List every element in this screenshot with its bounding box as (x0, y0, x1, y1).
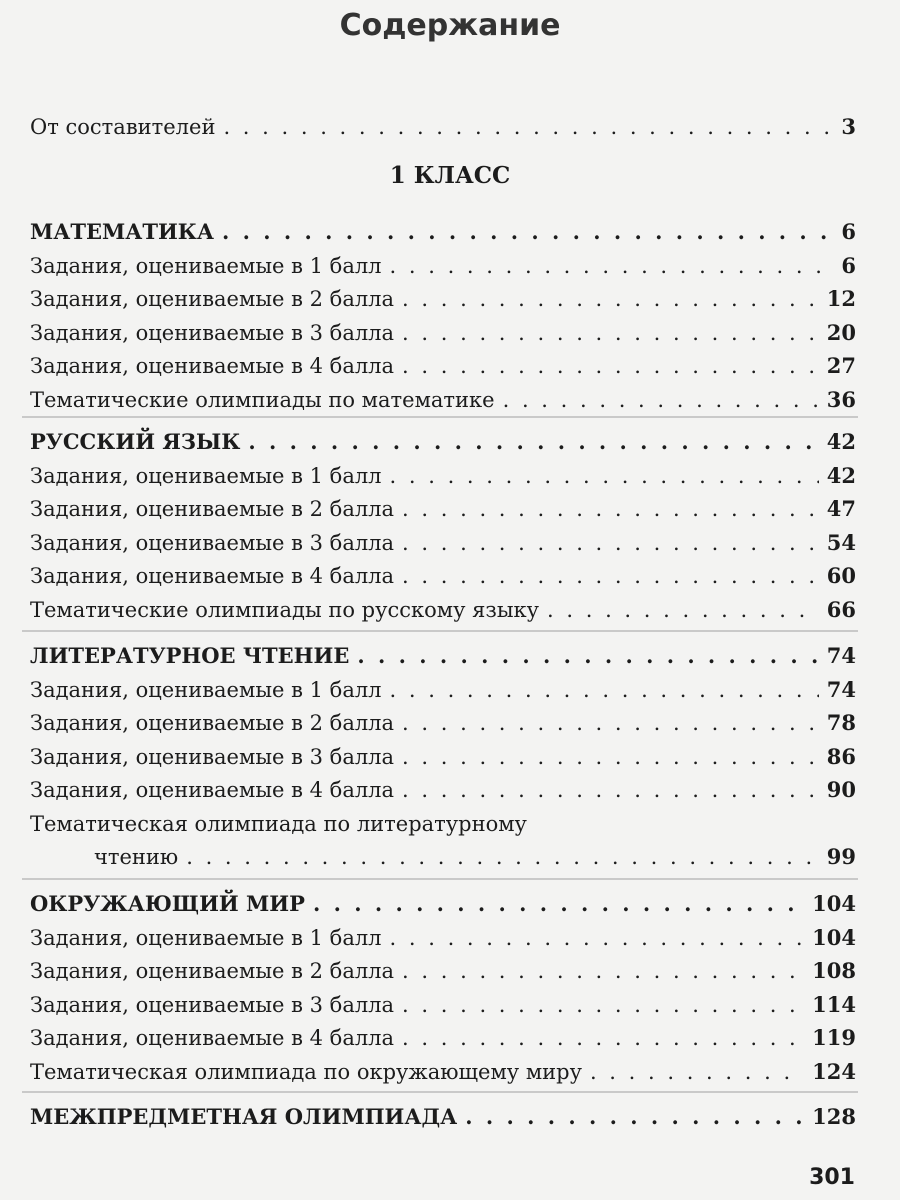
dot-leader (222, 216, 833, 248)
toc-entry-label: Задания, оцениваемые в 3 балла (30, 744, 395, 769)
toc-entry-page: 54 (826, 529, 856, 555)
toc-entry[interactable] (30, 250, 856, 282)
toc-entry-label: МЕЖПРЕДМЕТНАЯ ОЛИМПИАДА (30, 1104, 458, 1129)
toc-entry-label: Задания, оцениваемые в 2 балла (30, 497, 395, 521)
dot-leader (390, 922, 805, 954)
toc-entry[interactable] (30, 317, 856, 349)
dot-leader (402, 317, 819, 349)
toc-entry[interactable] (30, 594, 856, 626)
dot-leader (402, 527, 819, 559)
page-number: 301 (809, 1165, 855, 1190)
toc-entry-page: 119 (812, 1025, 856, 1050)
toc-entry-label: Задания, оцениваемые в 1 балл (30, 925, 382, 950)
dot-leader (402, 493, 819, 525)
toc-entry-page: 36 (826, 386, 856, 412)
toc-entry-intro[interactable] (30, 111, 856, 143)
toc-entry-label: РУССКИЙ ЯЗЫК (30, 429, 241, 454)
toc-entry-label: Задания, оцениваемые в 3 балла (30, 320, 395, 345)
toc-entry[interactable] (30, 350, 856, 382)
toc-entry-label: От составителей (30, 115, 216, 139)
toc-entry-page: 124 (812, 1058, 856, 1084)
dot-leader (390, 674, 819, 706)
toc-entry-label: Задания, оцениваемые в 2 балла (30, 287, 395, 311)
toc-entry-label: Задания, оцениваемые в 4 балла (30, 564, 395, 588)
dot-leader (186, 841, 819, 873)
dot-leader (390, 460, 819, 492)
toc-entry-label: Тематические олимпиады по русскому языку (30, 597, 540, 622)
toc-entry-label: МАТЕМАТИКА (30, 219, 215, 244)
toc-entry-label: Задания, оцениваемые в 4 балла (30, 354, 395, 378)
toc-entry-label: чтению (94, 845, 179, 869)
toc-entry[interactable] (30, 283, 856, 315)
dot-leader (357, 640, 818, 672)
section-divider (22, 630, 858, 632)
dot-leader (402, 774, 819, 806)
section-divider (22, 1091, 858, 1093)
toc-entry-page: 86 (826, 743, 856, 769)
toc-entry[interactable] (30, 922, 856, 954)
toc-entry-page: 99 (826, 844, 856, 869)
dot-leader (547, 594, 819, 626)
toc-section-heading[interactable] (30, 216, 856, 248)
dot-leader (590, 1056, 804, 1088)
toc-entry-page: 6 (841, 252, 856, 278)
toc-entry[interactable] (30, 707, 856, 739)
dot-leader (402, 283, 819, 315)
toc-entry-page: 104 (812, 891, 856, 916)
toc-section-heading[interactable] (30, 640, 856, 672)
toc-entry-page: 74 (826, 643, 856, 668)
toc-entry-page: 60 (826, 563, 856, 588)
toc-entry[interactable] (30, 741, 856, 773)
dot-leader (248, 426, 818, 458)
section-divider (22, 416, 858, 418)
toc-entry-label: Тематическая олимпиада по литературному (30, 811, 527, 836)
toc-entry-continuation[interactable] (94, 841, 856, 873)
grade-heading: 1 КЛАСС (389, 162, 511, 189)
toc-entry[interactable] (30, 460, 856, 492)
dot-leader (402, 707, 819, 739)
dot-leader (465, 1101, 804, 1133)
toc-entry-page: 128 (812, 1104, 856, 1129)
toc-entry-page: 74 (826, 676, 856, 702)
toc-entry[interactable] (30, 955, 856, 987)
toc-entry-page: 6 (841, 219, 856, 244)
toc-entry[interactable] (30, 774, 856, 806)
toc-entry[interactable] (30, 384, 856, 416)
toc-entry-label: Задания, оцениваемые в 1 балл (30, 463, 382, 488)
dot-leader (402, 1022, 804, 1054)
toc-entry[interactable] (30, 493, 856, 525)
dot-leader (402, 560, 819, 592)
toc-entry-label: Тематическая олимпиада по окружающему миру (30, 1059, 582, 1084)
dot-leader (402, 989, 804, 1021)
toc-entry-page: 104 (812, 924, 856, 950)
toc-entry-label: Тематические олимпиады по математике (30, 387, 495, 412)
dot-leader (223, 111, 833, 143)
section-divider (22, 878, 858, 880)
toc-entry-page: 114 (812, 991, 856, 1017)
toc-entry-label: Задания, оцениваемые в 2 балла (30, 959, 395, 983)
dot-leader (402, 955, 804, 987)
toc-entry[interactable] (30, 560, 856, 592)
toc-entry-page: 47 (826, 496, 856, 521)
toc-entry-page: 27 (826, 353, 856, 378)
toc-entry-page: 108 (812, 958, 856, 983)
toc-entry-label: Задания, оцениваемые в 4 балла (30, 778, 395, 802)
toc-entry-page: 90 (826, 777, 856, 802)
toc-entry-page: 42 (826, 462, 856, 488)
dot-leader (313, 888, 804, 920)
dot-leader (503, 384, 819, 416)
toc-entry-page: 20 (826, 319, 856, 345)
toc-entry-page: 12 (826, 286, 856, 311)
toc-entry-label: Задания, оцениваемые в 4 балла (30, 1026, 395, 1050)
toc-entry[interactable] (30, 527, 856, 559)
toc-entry-page: 66 (826, 596, 856, 622)
toc-entry[interactable] (30, 1056, 856, 1088)
toc-entry-label: Задания, оцениваемые в 1 балл (30, 253, 382, 278)
toc-entry-page: 3 (841, 114, 856, 139)
toc-entry-label: Задания, оцениваемые в 3 балла (30, 530, 395, 555)
dot-leader (390, 250, 834, 282)
toc-entry-page: 42 (826, 429, 856, 454)
toc-entry[interactable] (30, 989, 856, 1021)
toc-section-heading[interactable] (30, 426, 856, 458)
toc-section-heading[interactable] (30, 888, 856, 920)
toc-entry-page: 78 (826, 710, 856, 735)
toc-entry[interactable] (30, 674, 856, 706)
toc-section-heading[interactable] (30, 1101, 856, 1133)
toc-entry-label: Задания, оцениваемые в 1 балл (30, 677, 382, 702)
page-title: Содержание (339, 8, 561, 43)
toc-entry-label: ЛИТЕРАТУРНОЕ ЧТЕНИЕ (30, 643, 350, 668)
toc-entry-label: Задания, оцениваемые в 2 балла (30, 711, 395, 735)
dot-leader (402, 741, 819, 773)
toc-entry[interactable] (30, 808, 856, 840)
toc-entry-label: ОКРУЖАЮЩИЙ МИР (30, 891, 305, 916)
toc-entry[interactable] (30, 1022, 856, 1054)
dot-leader (402, 350, 819, 382)
toc-entry-label: Задания, оцениваемые в 3 балла (30, 992, 395, 1017)
